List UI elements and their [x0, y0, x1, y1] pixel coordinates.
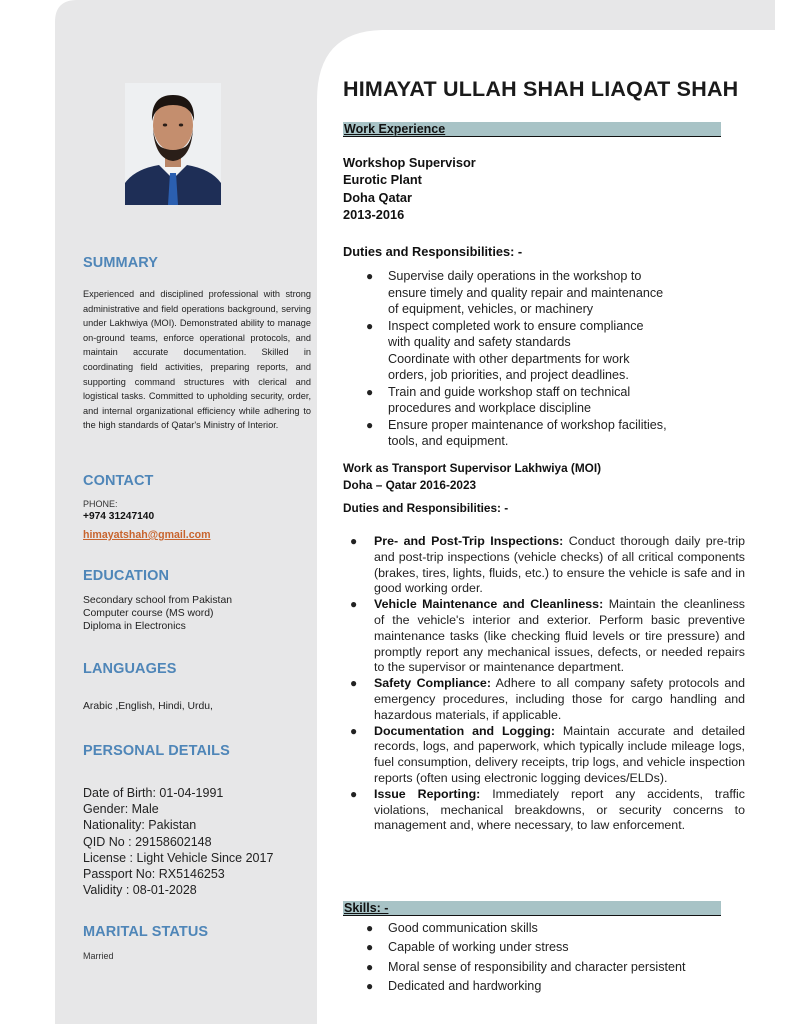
divider: [343, 136, 721, 137]
list-item: ● Safety Compliance: Adhere to all company safety protocols and emergency procedures, including those for cargo handling and hazardous materials, if applicable.: [350, 676, 745, 722]
list-item: ● Supervise daily operations in the workshop to ensure timely and quality repair and maintenance of equipment, vehicles, or machinery: [366, 269, 664, 316]
profile-photo: [125, 83, 221, 205]
phone-label: PHONE:: [83, 499, 118, 509]
education-item: Diploma in Electronics: [83, 621, 186, 632]
bullet-icon: ●: [366, 384, 374, 399]
list-item: ● Issue Reporting: Immediately report any accidents, traffic violations, mechanical breakdowns, or security concerns to management and, where necessary, to law enforcement.: [350, 786, 745, 833]
languages-heading: LANGUAGES: [83, 661, 177, 677]
education-heading: EDUCATION: [83, 568, 170, 584]
candidate-name: HIMAYAT ULLAH SHAH LIAQAT SHAH: [343, 77, 739, 101]
license: License : Light Vehicle Since 2017: [83, 850, 274, 865]
job2-header: [343, 460, 723, 493]
passport-number: Passport No: RX5146253: [83, 867, 225, 882]
job1-period: 2013-2016: [343, 206, 405, 222]
bullet-icon: ●: [350, 786, 358, 801]
bullet-icon: ●: [366, 417, 374, 432]
languages-text: Arabic ,English, Hindi, Urdu,: [83, 701, 213, 712]
list-item: ● Train and guide workshop staff on technical procedures and workplace discipline: [366, 384, 631, 415]
job2-location: Doha – Qatar 2016-2023: [343, 477, 477, 492]
nationality: Nationality: Pakistan: [83, 818, 197, 833]
contact-heading: CONTACT: [83, 473, 154, 489]
personal-details-list: [83, 785, 311, 898]
summary-text: Experienced and disciplined professional with strong administrative and field operations background, serving under Lakhwiya (MOI). Demonstrated ability to manage on-ground teams, enforce operational protocols, and maintain accurate documentation. Skilled in coordinating field activities, preparing reports, and supporting command structures with clerical and logistical tasks. Committed to upholding security, order, and internal organizational efficiency while adhering to the high standards of Qatar's Ministry of Interior.: [83, 289, 311, 431]
work-experience-bar: [343, 122, 721, 137]
list-item: ● Documentation and Logging: Maintain accurate and detailed records, logs, and paperwork, which typically include mileage logs, fuel consumption, delivery receipts, trip logs, and vehicle inspection reports (often using electronic logging devices/ELDs).: [350, 723, 745, 785]
job1-duties-list: [343, 268, 723, 450]
bullet-icon: ●: [366, 921, 374, 935]
bullet-icon: ●: [366, 940, 374, 955]
phone-number: +974 31247140: [83, 511, 155, 522]
job2-duties-list: [343, 534, 745, 834]
list-item: ● Inspect completed work to ensure compliance with quality and safety standards Coordinate with other departments for work orders, job priorities, and project deadlines.: [366, 318, 644, 382]
job2-duties-heading: Duties and Responsibilities: -: [343, 501, 509, 515]
qid-number: QID No : 29158602148: [83, 834, 212, 849]
bullet-icon: ●: [366, 269, 374, 283]
passport-validity: Validity : 08-01-2028: [83, 883, 197, 898]
list-item: ● Ensure proper maintenance of workshop facilities, tools, and equipment.: [366, 417, 667, 448]
list-item: ● Dedicated and hardworking: [343, 977, 723, 996]
summary-heading: SUMMARY: [83, 255, 159, 271]
bullet-icon: ●: [350, 723, 358, 738]
list-item: ● Good communication skills: [343, 919, 723, 938]
bullet-icon: ●: [366, 959, 374, 974]
education-item: Computer course (MS word): [83, 608, 214, 619]
bullet-icon: ●: [350, 534, 358, 548]
job1-header: [343, 154, 723, 223]
skills-heading: Skills: -: [344, 901, 389, 915]
email-link[interactable]: himayatshah@gmail.com: [83, 529, 211, 541]
education-list: [83, 594, 311, 633]
job1-location: Doha Qatar: [343, 189, 412, 205]
list-item: ● Capable of working under stress: [343, 938, 723, 957]
gender: Gender: Male: [83, 802, 159, 817]
skills-list: [343, 919, 723, 996]
bullet-icon: ●: [366, 978, 374, 993]
education-item: Secondary school from Pakistan: [83, 595, 233, 606]
list-item: ● Pre- and Post-Trip Inspections: Conduct thorough daily pre-trip and post-trip inspections (vehicle checks) of all critical components (brakes, tires, lights, fluids, etc.) to ensure the vehicle is safe and in good working order.: [350, 534, 745, 596]
job1-title: Workshop Supervisor: [343, 155, 476, 170]
skills-bar: [343, 901, 721, 916]
marital-status-text: Married: [83, 951, 114, 961]
bullet-icon: ●: [366, 318, 374, 333]
marital-status-heading: MARITAL STATUS: [83, 924, 209, 940]
list-item: ● Moral sense of responsibility and character persistent: [343, 958, 723, 977]
bullet-icon: ●: [350, 597, 358, 612]
personal-details-heading: PERSONAL DETAILS: [83, 743, 230, 759]
job2-title: Work as Transport Supervisor Lakhwiya (MOI): [343, 461, 602, 475]
divider: [343, 915, 721, 916]
bullet-icon: ●: [350, 676, 358, 691]
list-item: ● Vehicle Maintenance and Cleanliness: Maintain the cleanliness of the vehicle's interior and exterior. Perform basic preventive maintenance tasks (like checking fluid levels or tire pressure) and promptly report any mechanical issues, defects, or needed repairs to the supervisor or maintenance department.: [350, 597, 745, 675]
job1-company: Eurotic Plant: [343, 172, 422, 188]
dob: Date of Birth: 01-04-1991: [83, 786, 224, 800]
job1-duties-heading: Duties and Responsibilities: -: [343, 244, 523, 259]
work-experience-heading: Work Experience: [344, 122, 446, 136]
